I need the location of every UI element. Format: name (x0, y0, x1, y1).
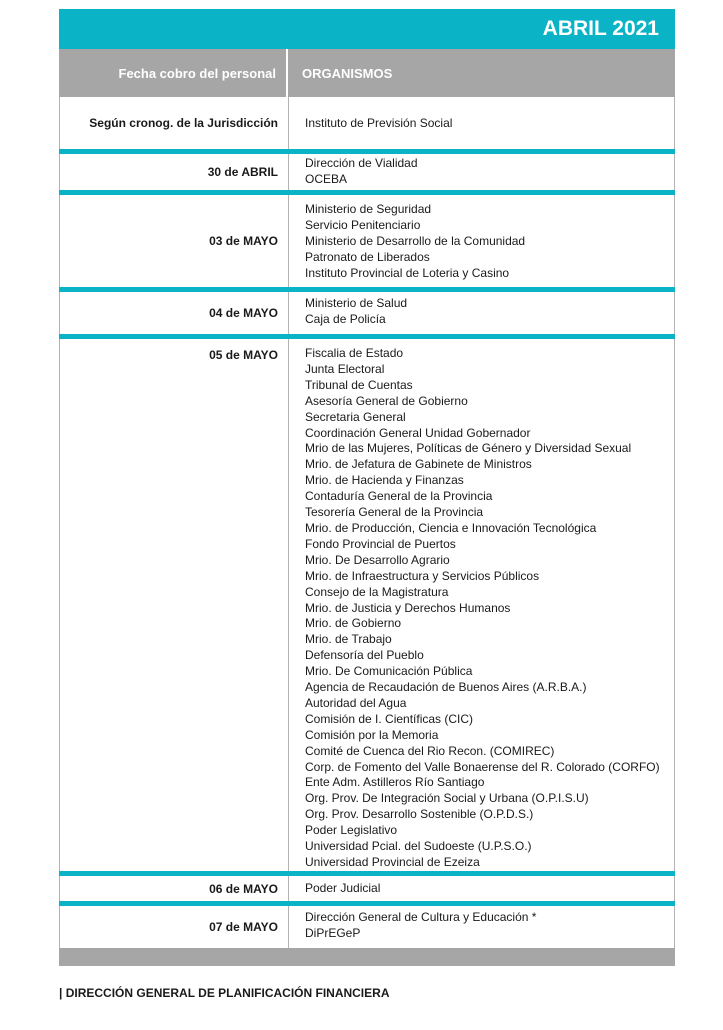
organismo-item: Poder Judicial (305, 881, 381, 895)
organismo-item: Org. Prov. De Integración Social y Urbana (O.P.I.S.U) (305, 791, 589, 806)
organismo-item: Asesoría General de Gobierno (305, 393, 468, 408)
organismo-item: Comité de Cuenca del Rio Recon. (COMIREC) (305, 743, 555, 758)
organismo-item: Mrio de las Mujeres, Políticas de Género y Diversidad Sexual (305, 441, 632, 456)
table-row (59, 906, 675, 948)
organismo-item: Defensoría del Pueblo (305, 648, 424, 663)
organismo-item: Mrio. de Hacienda y Finanzas (305, 473, 464, 488)
table-row (59, 154, 675, 190)
row-organismos (289, 339, 674, 871)
footer-department: | DIRECCIÓN GENERAL DE PLANIFICACIÓN FINANCIERA (59, 986, 390, 1000)
organismo-item: Mrio. de Producción, Ciencia e Innovación Tecnológica (305, 520, 597, 535)
organismo-item: Universidad Pcial. del Sudoeste (U.P.S.O.) (305, 839, 532, 854)
organismo-item: Coordinación General Unidad Gobernador (305, 425, 531, 440)
organismo-item: Instituto Provincial de Loteria y Casino (305, 265, 510, 280)
organismo-item: Corp. de Fomento del Valle Bonaerense del R. Colorado (CORFO) (305, 759, 660, 774)
organismo-item: Caja de Policía (305, 311, 386, 326)
organismo-item: Mrio. De Comunicación Pública (305, 664, 473, 679)
row-organismos (289, 97, 674, 149)
organismo-item: Instituto de Previsión Social (305, 116, 453, 130)
table-row (59, 292, 675, 334)
organismo-item: Agencia de Recaudación de Buenos Aires (A.R.B.A.) (305, 680, 587, 695)
header-date-column: Fecha cobro del personal (59, 49, 288, 97)
row-organismos (289, 292, 674, 334)
row-date: 07 de MAYO (60, 906, 289, 948)
table-row (59, 339, 675, 871)
organismo-item: Patronato de Liberados (305, 249, 430, 264)
table-row (59, 195, 675, 287)
organismo-item: Mrio. de Trabajo (305, 632, 392, 647)
organismo-item: Mrio. De Desarrollo Agrario (305, 552, 450, 567)
organismo-item: Ministerio de Seguridad (305, 202, 432, 216)
row-date: 30 de ABRIL (60, 154, 289, 190)
organismo-item: Mrio. de Infraestructura y Servicios Públicos (305, 568, 540, 583)
organismo-item: Mrio. de Justicia y Derechos Humanos (305, 600, 511, 615)
schedule-table (59, 9, 675, 966)
row-organismos (289, 906, 674, 948)
organismo-item: Fiscalia de Estado (305, 346, 404, 360)
organismo-item: Mrio. de Gobierno (305, 616, 402, 631)
organismo-item: DiPrEGeP (305, 925, 361, 940)
organismo-item: Contaduría General de la Provincia (305, 489, 493, 504)
organismo-item: Dirección General de Cultura y Educación * (305, 910, 537, 924)
organismo-item: Dirección de Vialidad (305, 156, 418, 170)
row-date: 05 de MAYO (60, 339, 289, 871)
organismo-item: Tesorería General de la Provincia (305, 505, 484, 520)
organismo-item: Universidad Provincial de Ezeiza (305, 855, 480, 869)
organismo-item: Secretaria General (305, 409, 406, 424)
organismo-item: OCEBA (305, 171, 348, 186)
table-header (59, 49, 675, 97)
organismo-item: Comisión de I. Científicas (CIC) (305, 711, 474, 726)
table-footer-bar (59, 948, 675, 966)
row-organismos (289, 876, 674, 901)
organismo-item: Servicio Penitenciario (305, 217, 421, 232)
organismo-item: Ministerio de Salud (305, 296, 408, 310)
organismo-item: Comisión por la Memoria (305, 727, 439, 742)
organismo-item: Ministerio de Desarrollo de la Comunidad (305, 233, 526, 248)
organismo-item: Fondo Provincial de Puertos (305, 536, 456, 551)
row-date: Según cronog. de la Jurisdicción (60, 97, 289, 149)
table-title: ABRIL 2021 (59, 9, 675, 49)
row-date: 04 de MAYO (60, 292, 289, 334)
organismo-item: Junta Electoral (305, 361, 385, 376)
row-date: 03 de MAYO (60, 195, 289, 287)
table-row (59, 876, 675, 901)
table-row (59, 97, 675, 149)
organismo-item: Tribunal de Cuentas (305, 377, 413, 392)
row-organismos (289, 154, 674, 190)
organismo-item: Consejo de la Magistratura (305, 584, 449, 599)
row-date: 06 de MAYO (60, 876, 289, 901)
organismo-item: Ente Adm. Astilleros Río Santiago (305, 775, 485, 790)
organismo-item: Mrio. de Jefatura de Gabinete de Ministros (305, 457, 532, 472)
organismo-item: Autoridad del Agua (305, 695, 407, 710)
row-organismos (289, 195, 674, 287)
header-organismos-column: ORGANISMOS (302, 65, 393, 81)
organismo-item: Poder Legislativo (305, 823, 398, 838)
organismo-item: Org. Prov. Desarrollo Sostenible (O.P.D.S.) (305, 807, 534, 822)
